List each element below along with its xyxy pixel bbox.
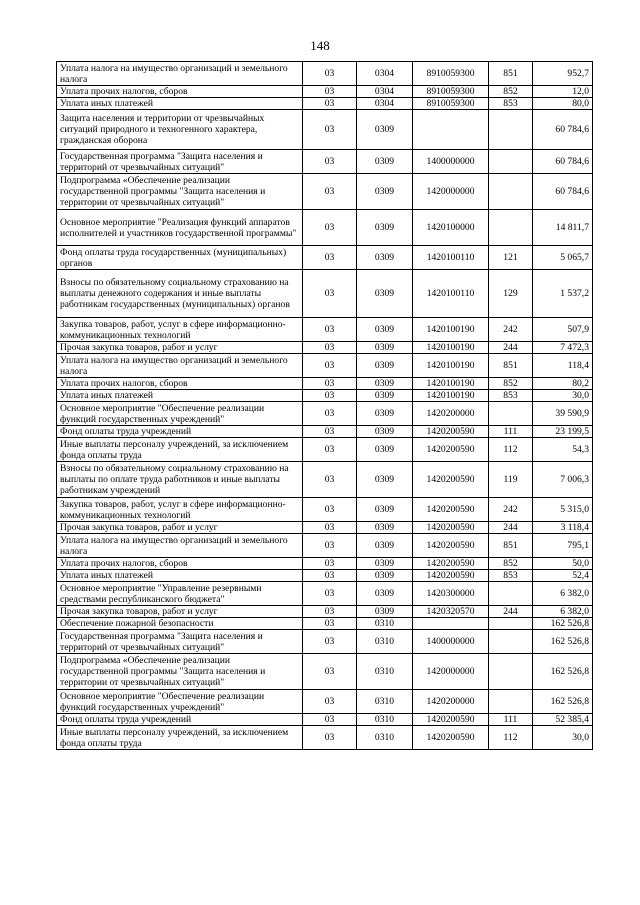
target-code: 1420100110 (413, 246, 489, 270)
amount: 162 526,8 (533, 690, 593, 714)
target-code: 1420100190 (413, 342, 489, 354)
target-code: 1420200000 (413, 402, 489, 426)
section-code: 03 (303, 498, 357, 522)
section-code: 03 (303, 726, 357, 750)
amount: 60 784,6 (533, 110, 593, 150)
amount: 54,3 (533, 438, 593, 462)
subsection-code: 0309 (357, 246, 413, 270)
amount: 162 526,8 (533, 630, 593, 654)
row-name: Закупка товаров, работ, услуг в сфере информационно-коммуникационных технологий (57, 498, 303, 522)
amount: 50,0 (533, 558, 593, 570)
expense-type-code: 111 (489, 426, 533, 438)
target-code: 1400000000 (413, 630, 489, 654)
row-name: Уплата иных платежей (57, 390, 303, 402)
section-code: 03 (303, 354, 357, 378)
subsection-code: 0310 (357, 618, 413, 630)
expense-type-code: 112 (489, 726, 533, 750)
table-row (57, 98, 593, 110)
amount: 23 199,5 (533, 426, 593, 438)
subsection-code: 0309 (357, 110, 413, 150)
target-code: 1420200590 (413, 558, 489, 570)
table-row (57, 378, 593, 390)
row-name: Уплата налога на имущество организаций и земельного налога (57, 354, 303, 378)
table-row (57, 498, 593, 522)
subsection-code: 0309 (357, 354, 413, 378)
expense-type-code: 853 (489, 570, 533, 582)
section-code: 03 (303, 714, 357, 726)
subsection-code: 0309 (357, 522, 413, 534)
amount: 507,9 (533, 318, 593, 342)
amount: 6 382,0 (533, 582, 593, 606)
expense-type-code (489, 110, 533, 150)
expense-type-code: 853 (489, 390, 533, 402)
expense-type-code (489, 210, 533, 246)
row-name: Иные выплаты персоналу учреждений, за исключением фонда оплаты труда (57, 726, 303, 750)
table-row (57, 462, 593, 498)
row-name: Уплата налога на имущество организаций и земельного налога (57, 62, 303, 86)
table-row (57, 558, 593, 570)
section-code: 03 (303, 570, 357, 582)
section-code: 03 (303, 522, 357, 534)
expense-type-code (489, 630, 533, 654)
table-row (57, 174, 593, 210)
target-code: 1420100190 (413, 318, 489, 342)
row-name: Закупка товаров, работ, услуг в сфере информационно-коммуникационных технологий (57, 318, 303, 342)
amount: 6 382,0 (533, 606, 593, 618)
expense-type-code (489, 690, 533, 714)
section-code: 03 (303, 462, 357, 498)
amount: 1 537,2 (533, 270, 593, 318)
table-row (57, 354, 593, 378)
table-row (57, 726, 593, 750)
row-name: Взносы по обязательному социальному страхованию на выплаты по оплате труда работников и иные выплаты работникам учреждений (57, 462, 303, 498)
row-name: Прочая закупка товаров, работ и услуг (57, 606, 303, 618)
subsection-code: 0304 (357, 86, 413, 98)
table-row (57, 390, 593, 402)
table-row (57, 270, 593, 318)
amount: 118,4 (533, 354, 593, 378)
section-code: 03 (303, 534, 357, 558)
amount: 30,0 (533, 726, 593, 750)
row-name: Государственная программа "Защита населения и территорий от чрезвычайных ситуаций" (57, 150, 303, 174)
amount: 80,0 (533, 98, 593, 110)
target-code: 1420200590 (413, 714, 489, 726)
subsection-code: 0309 (357, 210, 413, 246)
subsection-code: 0309 (357, 390, 413, 402)
subsection-code: 0309 (357, 534, 413, 558)
row-name: Основное мероприятие "Обеспечение реализации функций государственных учреждений" (57, 402, 303, 426)
expense-type-code: 852 (489, 86, 533, 98)
table-row (57, 426, 593, 438)
section-code: 03 (303, 378, 357, 390)
subsection-code: 0309 (357, 174, 413, 210)
row-name: Фонд оплаты труда государственных (муниципальных) органов (57, 246, 303, 270)
target-code: 1420200590 (413, 726, 489, 750)
expense-type-code (489, 654, 533, 690)
amount: 7 472,3 (533, 342, 593, 354)
table-row (57, 150, 593, 174)
amount: 5 065,7 (533, 246, 593, 270)
expense-type-code: 853 (489, 98, 533, 110)
amount: 12,0 (533, 86, 593, 98)
table-row (57, 522, 593, 534)
target-code: 1420000000 (413, 654, 489, 690)
expense-type-code: 852 (489, 558, 533, 570)
subsection-code: 0309 (357, 270, 413, 318)
row-name: Обеспечение пожарной безопасности (57, 618, 303, 630)
row-name: Уплата прочих налогов, сборов (57, 86, 303, 98)
section-code: 03 (303, 426, 357, 438)
subsection-code: 0309 (357, 318, 413, 342)
row-name: Основное мероприятие "Управление резервными средствами республиканского бюджета" (57, 582, 303, 606)
row-name: Прочая закупка товаров, работ и услуг (57, 522, 303, 534)
amount: 952,7 (533, 62, 593, 86)
page-number: 148 (310, 38, 330, 53)
target-code: 1420100000 (413, 210, 489, 246)
table-row (57, 342, 593, 354)
target-code: 1420200000 (413, 690, 489, 714)
target-code (413, 618, 489, 630)
amount: 60 784,6 (533, 150, 593, 174)
target-code: 1420200590 (413, 426, 489, 438)
target-code: 1420100190 (413, 390, 489, 402)
amount: 162 526,8 (533, 618, 593, 630)
target-code (413, 110, 489, 150)
target-code: 1420200590 (413, 462, 489, 498)
budget-table-body (57, 62, 593, 750)
expense-type-code (489, 150, 533, 174)
subsection-code: 0309 (357, 606, 413, 618)
row-name: Уплата прочих налогов, сборов (57, 558, 303, 570)
subsection-code: 0310 (357, 726, 413, 750)
expense-type-code: 121 (489, 246, 533, 270)
row-name: Иные выплаты персоналу учреждений, за исключением фонда оплаты труда (57, 438, 303, 462)
subsection-code: 0309 (357, 558, 413, 570)
amount: 162 526,8 (533, 654, 593, 690)
section-code: 03 (303, 110, 357, 150)
expense-type-code: 129 (489, 270, 533, 318)
section-code: 03 (303, 246, 357, 270)
subsection-code: 0309 (357, 582, 413, 606)
subsection-code: 0309 (357, 378, 413, 390)
section-code: 03 (303, 318, 357, 342)
row-name: Подпрограмма «Обеспечение реализации государственной программы "Защита населения и территории от чрезвычайных ситуаций" (57, 654, 303, 690)
subsection-code: 0304 (357, 98, 413, 110)
table-row (57, 318, 593, 342)
section-code: 03 (303, 174, 357, 210)
row-name: Уплата иных платежей (57, 570, 303, 582)
table-row (57, 618, 593, 630)
expense-type-code: 851 (489, 62, 533, 86)
target-code: 1400000000 (413, 150, 489, 174)
subsection-code: 0310 (357, 654, 413, 690)
subsection-code: 0310 (357, 690, 413, 714)
amount: 7 006,3 (533, 462, 593, 498)
subsection-code: 0304 (357, 62, 413, 86)
expense-type-code: 112 (489, 438, 533, 462)
amount: 3 118,4 (533, 522, 593, 534)
section-code: 03 (303, 150, 357, 174)
target-code: 1420320570 (413, 606, 489, 618)
expense-type-code (489, 618, 533, 630)
expense-type-code (489, 174, 533, 210)
expense-type-code: 851 (489, 534, 533, 558)
target-code: 1420200590 (413, 570, 489, 582)
subsection-code: 0309 (357, 342, 413, 354)
expense-type-code: 852 (489, 378, 533, 390)
table-row (57, 582, 593, 606)
table-row (57, 690, 593, 714)
section-code: 03 (303, 438, 357, 462)
section-code: 03 (303, 654, 357, 690)
subsection-code: 0309 (357, 462, 413, 498)
table-row (57, 654, 593, 690)
expense-type-code: 242 (489, 498, 533, 522)
table-row (57, 438, 593, 462)
expense-type-code: 242 (489, 318, 533, 342)
expense-type-code: 244 (489, 522, 533, 534)
table-row (57, 110, 593, 150)
target-code: 1420200590 (413, 534, 489, 558)
amount: 80,2 (533, 378, 593, 390)
section-code: 03 (303, 618, 357, 630)
section-code: 03 (303, 582, 357, 606)
target-code: 1420200590 (413, 438, 489, 462)
amount: 5 315,0 (533, 498, 593, 522)
table-row (57, 630, 593, 654)
target-code: 1420000000 (413, 174, 489, 210)
target-code: 8910059300 (413, 62, 489, 86)
table-row (57, 246, 593, 270)
row-name: Уплата иных платежей (57, 98, 303, 110)
table-row (57, 86, 593, 98)
row-name: Фонд оплаты труда учреждений (57, 714, 303, 726)
table-row (57, 402, 593, 426)
target-code: 1420200590 (413, 498, 489, 522)
table-row (57, 210, 593, 246)
section-code: 03 (303, 342, 357, 354)
row-name: Государственная программа "Защита населения и территорий от чрезвычайных ситуаций" (57, 630, 303, 654)
amount: 52,4 (533, 570, 593, 582)
section-code: 03 (303, 402, 357, 426)
section-code: 03 (303, 270, 357, 318)
row-name: Уплата прочих налогов, сборов (57, 378, 303, 390)
amount: 795,1 (533, 534, 593, 558)
table-row (57, 606, 593, 618)
expense-type-code: 244 (489, 606, 533, 618)
table-row (57, 62, 593, 86)
table-row (57, 570, 593, 582)
section-code: 03 (303, 558, 357, 570)
row-name: Взносы по обязательному социальному страхованию на выплаты денежного содержания и иные выплаты работникам государственных (муниципальных) органов (57, 270, 303, 318)
amount: 14 811,7 (533, 210, 593, 246)
expense-type-code (489, 582, 533, 606)
row-name: Подпрограмма «Обеспечение реализации государственной программы "Защита населения и территории от чрезвычайных ситуаций" (57, 174, 303, 210)
table-row (57, 534, 593, 558)
expense-type-code: 851 (489, 354, 533, 378)
amount: 39 590,9 (533, 402, 593, 426)
section-code: 03 (303, 86, 357, 98)
subsection-code: 0310 (357, 714, 413, 726)
budget-table (56, 61, 593, 750)
row-name: Защита населения и территории от чрезвычайных ситуаций природного и техногенного характера, гражданская оборона (57, 110, 303, 150)
table-row (57, 714, 593, 726)
subsection-code: 0309 (357, 426, 413, 438)
row-name: Основное мероприятие "Реализация функций аппаратов исполнителей и участников государственной программы" (57, 210, 303, 246)
row-name: Уплата налога на имущество организаций и земельного налога (57, 534, 303, 558)
target-code: 1420100110 (413, 270, 489, 318)
row-name: Фонд оплаты труда учреждений (57, 426, 303, 438)
section-code: 03 (303, 690, 357, 714)
section-code: 03 (303, 390, 357, 402)
subsection-code: 0309 (357, 150, 413, 174)
target-code: 1420100190 (413, 354, 489, 378)
row-name: Основное мероприятие "Обеспечение реализации функций государственных учреждений" (57, 690, 303, 714)
section-code: 03 (303, 606, 357, 618)
expense-type-code: 244 (489, 342, 533, 354)
subsection-code: 0309 (357, 438, 413, 462)
target-code: 8910059300 (413, 86, 489, 98)
amount: 52 385,4 (533, 714, 593, 726)
subsection-code: 0310 (357, 630, 413, 654)
row-name: Прочая закупка товаров, работ и услуг (57, 342, 303, 354)
section-code: 03 (303, 98, 357, 110)
target-code: 8910059300 (413, 98, 489, 110)
subsection-code: 0309 (357, 402, 413, 426)
section-code: 03 (303, 62, 357, 86)
subsection-code: 0309 (357, 498, 413, 522)
amount: 60 784,6 (533, 174, 593, 210)
section-code: 03 (303, 630, 357, 654)
section-code: 03 (303, 210, 357, 246)
expense-type-code (489, 402, 533, 426)
subsection-code: 0309 (357, 570, 413, 582)
target-code: 1420100190 (413, 378, 489, 390)
expense-type-code: 111 (489, 714, 533, 726)
expense-type-code: 119 (489, 462, 533, 498)
target-code: 1420200590 (413, 522, 489, 534)
target-code: 1420300000 (413, 582, 489, 606)
amount: 30,0 (533, 390, 593, 402)
